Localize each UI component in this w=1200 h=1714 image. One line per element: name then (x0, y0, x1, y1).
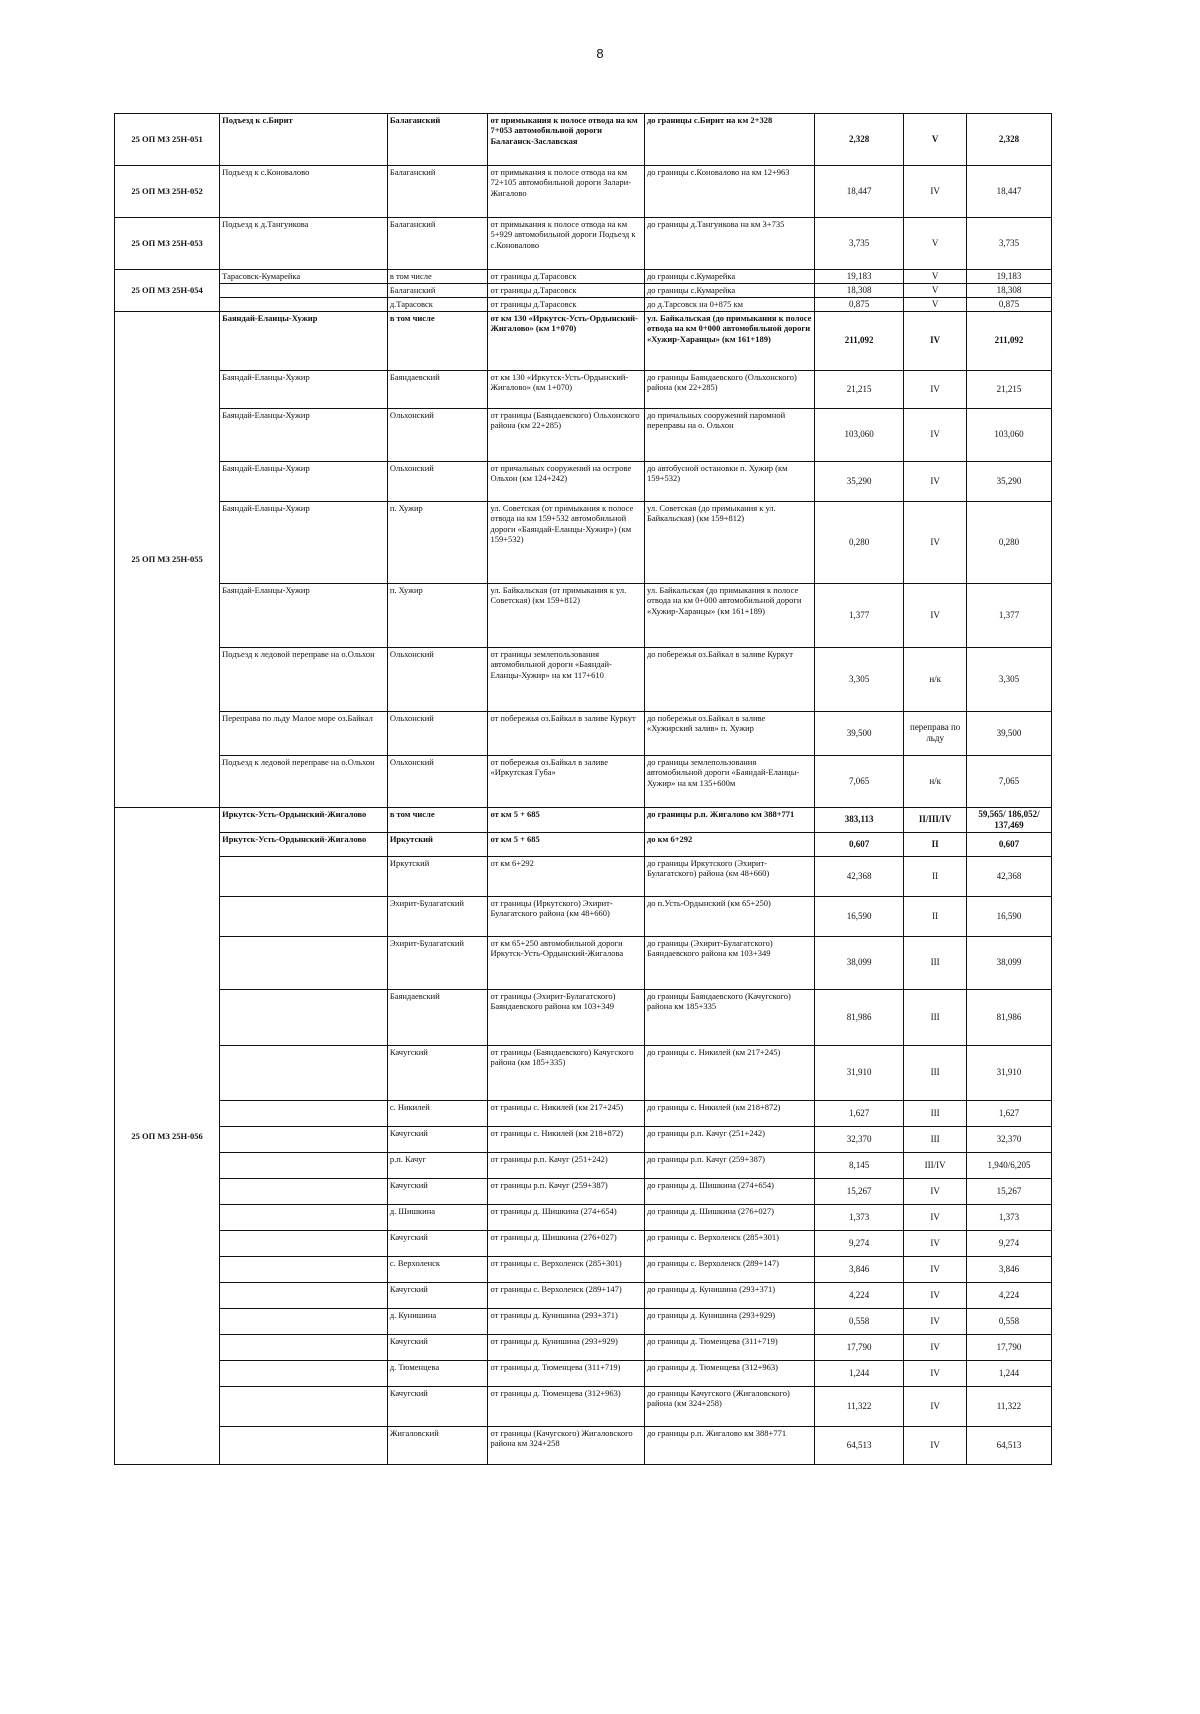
total-cell: 3,735 (966, 218, 1051, 270)
category-cell: IV (904, 501, 967, 583)
length-cell: 8,145 (814, 1152, 903, 1178)
total-cell: 81,986 (966, 989, 1051, 1045)
category-cell: III (904, 1126, 967, 1152)
category-cell: IV (904, 1230, 967, 1256)
to-cell: до границы Баяндаевского (Качугского) района км 185+335 (644, 989, 814, 1045)
district-cell: Качугский (387, 1045, 488, 1100)
table-row (115, 1426, 1052, 1464)
table-row (115, 166, 1052, 218)
district-cell: Иркутский (387, 856, 488, 896)
from-cell: от границы с. Верхоленск (285+301) (488, 1256, 645, 1282)
from-cell: от границы (Эхирит-Булагатского) Баяндаевского района км 103+349 (488, 989, 645, 1045)
road-name-cell (220, 1045, 388, 1100)
to-cell: до границы д.Тангуикова на км 3+735 (644, 218, 814, 270)
category-cell: III/IV (904, 1152, 967, 1178)
category-cell: III (904, 1045, 967, 1100)
to-cell: до границы д. Тюменцева (312+963) (644, 1360, 814, 1386)
table-row (115, 1230, 1052, 1256)
table-row (115, 755, 1052, 807)
from-cell: от км 6+292 (488, 856, 645, 896)
length-cell: 38,099 (814, 936, 903, 989)
district-cell: Качугский (387, 1334, 488, 1360)
from-cell: от границы д. Кунишина (293+929) (488, 1334, 645, 1360)
district-cell: Баяндаевский (387, 370, 488, 408)
district-cell: Балаганский (387, 218, 488, 270)
table-row (115, 1152, 1052, 1178)
table-row (115, 1386, 1052, 1426)
total-cell: 1,377 (966, 583, 1051, 647)
from-cell: от км 5 + 685 (488, 807, 645, 832)
from-cell: от границы (Баяндаевского) Ольхонского района (км 22+285) (488, 408, 645, 461)
road-code-cell: 25 ОП МЗ 25Н-056 (115, 807, 220, 1464)
table-row (115, 1256, 1052, 1282)
total-cell: 11,322 (966, 1386, 1051, 1426)
road-name-cell (220, 989, 388, 1045)
road-name-cell (220, 1334, 388, 1360)
length-cell: 383,113 (814, 807, 903, 832)
length-cell: 16,590 (814, 896, 903, 936)
table-row (115, 1282, 1052, 1308)
from-cell: от границы р.п. Качуг (251+242) (488, 1152, 645, 1178)
table-row (115, 1126, 1052, 1152)
total-cell: 2,328 (966, 114, 1051, 166)
from-cell: от примыкания к полосе отвода на км 72+105 автомобильной дороги Залари-Жигалово (488, 166, 645, 218)
to-cell: до границы с.Кумарейка (644, 270, 814, 284)
road-name-cell (220, 856, 388, 896)
district-cell: Ольхонский (387, 711, 488, 755)
category-cell: IV (904, 1178, 967, 1204)
category-cell: II (904, 896, 967, 936)
to-cell: ул. Байкальская (до примыкания к полосе отвода на км 0+000 автомобильной дороги «Хужир-Харанцы» (км 161+189) (644, 311, 814, 370)
district-cell: Ольхонский (387, 461, 488, 501)
road-name-cell: Баяндай-Еланцы-Хужир (220, 501, 388, 583)
from-cell: от границы д. Шишкина (276+027) (488, 1230, 645, 1256)
road-name-cell (220, 1204, 388, 1230)
from-cell: от границы д.Тарасовск (488, 283, 645, 297)
category-cell: III (904, 936, 967, 989)
length-cell: 3,305 (814, 647, 903, 711)
table-row (115, 807, 1052, 832)
table-row (115, 218, 1052, 270)
length-cell: 2,328 (814, 114, 903, 166)
from-cell: от границы р.п. Качуг (259+387) (488, 1178, 645, 1204)
length-cell: 9,274 (814, 1230, 903, 1256)
road-name-cell: Иркутск-Усть-Ордынский-Жигалово (220, 807, 388, 832)
category-cell: IV (904, 1282, 967, 1308)
to-cell: до границы р.п. Жигалово км 388+771 (644, 807, 814, 832)
district-cell: Качугский (387, 1178, 488, 1204)
total-cell: 9,274 (966, 1230, 1051, 1256)
district-cell: Качугский (387, 1282, 488, 1308)
district-cell: в том числе (387, 311, 488, 370)
road-name-cell: Баяндай-Еланцы-Хужир (220, 311, 388, 370)
table-row (115, 408, 1052, 461)
length-cell: 18,447 (814, 166, 903, 218)
category-cell: IV (904, 583, 967, 647)
to-cell: до автобусной остановки п. Хужир (км 159+532) (644, 461, 814, 501)
from-cell: от границы землепользования автомобильной дороги «Баяндай-Еланцы-Хужир» на км 117+610 (488, 647, 645, 711)
road-code-cell: 25 ОП МЗ 25Н-051 (115, 114, 220, 166)
district-cell: Эхирит-Булагатский (387, 936, 488, 989)
district-cell: Жигаловский (387, 1426, 488, 1464)
road-name-cell: Баяндай-Еланцы-Хужир (220, 370, 388, 408)
length-cell: 15,267 (814, 1178, 903, 1204)
road-name-cell (220, 1282, 388, 1308)
district-cell: с. Верхоленск (387, 1256, 488, 1282)
table-row (115, 270, 1052, 284)
category-cell: IV (904, 1308, 967, 1334)
total-cell: 211,092 (966, 311, 1051, 370)
road-code-cell: 25 ОП МЗ 25Н-052 (115, 166, 220, 218)
length-cell: 1,244 (814, 1360, 903, 1386)
table-row (115, 461, 1052, 501)
total-cell: 59,565/ 186,052/ 137,469 (966, 807, 1051, 832)
district-cell: Балаганский (387, 166, 488, 218)
total-cell: 1,373 (966, 1204, 1051, 1230)
category-cell: IV (904, 408, 967, 461)
to-cell: до границы с. Никилей (км 218+872) (644, 1100, 814, 1126)
to-cell: до границы р.п. Качуг (251+242) (644, 1126, 814, 1152)
district-cell: в том числе (387, 807, 488, 832)
district-cell: Балаганский (387, 283, 488, 297)
total-cell: 19,183 (966, 270, 1051, 284)
to-cell: до границы с.Коновалово на км 12+963 (644, 166, 814, 218)
from-cell: от границы д. Шишкина (274+654) (488, 1204, 645, 1230)
total-cell: 39,500 (966, 711, 1051, 755)
table-row (115, 1334, 1052, 1360)
total-cell: 35,290 (966, 461, 1051, 501)
total-cell: 32,370 (966, 1126, 1051, 1152)
road-name-cell: Подъезд к ледовой переправе на о.Ольхон (220, 647, 388, 711)
to-cell: до границы р.п. Жигалово км 388+771 (644, 1426, 814, 1464)
category-cell: IV (904, 1360, 967, 1386)
total-cell: 15,267 (966, 1178, 1051, 1204)
total-cell: 1,940/6,205 (966, 1152, 1051, 1178)
table-row (115, 896, 1052, 936)
from-cell: от км 5 + 685 (488, 832, 645, 856)
total-cell: 0,558 (966, 1308, 1051, 1334)
road-code-cell: 25 ОП МЗ 25Н-054 (115, 270, 220, 312)
to-cell: до км 6+292 (644, 832, 814, 856)
category-cell: IV (904, 370, 967, 408)
category-cell: н/к (904, 647, 967, 711)
category-cell: IV (904, 166, 967, 218)
length-cell: 21,215 (814, 370, 903, 408)
road-name-cell (220, 896, 388, 936)
total-cell: 0,607 (966, 832, 1051, 856)
to-cell: до границы с.Бирит на км 2+328 (644, 114, 814, 166)
road-name-cell: Баяндай-Еланцы-Хужир (220, 461, 388, 501)
from-cell: от границы д.Тарасовск (488, 270, 645, 284)
table-row (115, 114, 1052, 166)
length-cell: 81,986 (814, 989, 903, 1045)
table-row (115, 1204, 1052, 1230)
from-cell: от границы (Баяндаевского) Качугского района (км 185+335) (488, 1045, 645, 1100)
district-cell: д. Кунишина (387, 1308, 488, 1334)
total-cell: 38,099 (966, 936, 1051, 989)
district-cell: Качугский (387, 1126, 488, 1152)
to-cell: до д.Тарсовск на 0+875 км (644, 297, 814, 311)
district-cell: в том числе (387, 270, 488, 284)
from-cell: от границы с. Никилей (км 218+872) (488, 1126, 645, 1152)
length-cell: 32,370 (814, 1126, 903, 1152)
road-name-cell (220, 1386, 388, 1426)
length-cell: 3,735 (814, 218, 903, 270)
from-cell: от границы с. Никилей (км 217+245) (488, 1100, 645, 1126)
from-cell: от примыкания к полосе отвода на км 5+929 автомобильной дороги Подъезд к с.Коновалово (488, 218, 645, 270)
category-cell: V (904, 218, 967, 270)
road-name-cell (220, 1126, 388, 1152)
category-cell: V (904, 283, 967, 297)
to-cell: ул. Советская (до примыкания к ул. Байкальская) (км 159+812) (644, 501, 814, 583)
to-cell: до границы д. Кунишина (293+929) (644, 1308, 814, 1334)
length-cell: 0,607 (814, 832, 903, 856)
district-cell: с. Никилей (387, 1100, 488, 1126)
district-cell: Иркутский (387, 832, 488, 856)
district-cell: Ольхонский (387, 408, 488, 461)
road-name-cell (220, 1360, 388, 1386)
road-name-cell (220, 1256, 388, 1282)
length-cell: 11,322 (814, 1386, 903, 1426)
road-name-cell: Подъезд к д.Тангуикова (220, 218, 388, 270)
total-cell: 31,910 (966, 1045, 1051, 1100)
road-name-cell (220, 936, 388, 989)
total-cell: 64,513 (966, 1426, 1051, 1464)
category-cell: IV (904, 1386, 967, 1426)
length-cell: 17,790 (814, 1334, 903, 1360)
length-cell: 39,500 (814, 711, 903, 755)
length-cell: 19,183 (814, 270, 903, 284)
to-cell: до границы Баяндаевского (Ольхонского) района (км 22+285) (644, 370, 814, 408)
table-row (115, 1308, 1052, 1334)
length-cell: 7,065 (814, 755, 903, 807)
category-cell: IV (904, 1256, 967, 1282)
from-cell: от примыкания к полосе отвода на км 7+053 автомобильной дороги Балаганск-Заславская (488, 114, 645, 166)
total-cell: 18,447 (966, 166, 1051, 218)
category-cell: V (904, 114, 967, 166)
table-row (115, 311, 1052, 370)
total-cell: 17,790 (966, 1334, 1051, 1360)
total-cell: 4,224 (966, 1282, 1051, 1308)
from-cell: от побережья оз.Байкал в заливе «Иркутская Губа» (488, 755, 645, 807)
to-cell: до побережья оз.Байкал в заливе Куркут (644, 647, 814, 711)
category-cell: II (904, 832, 967, 856)
total-cell: 42,368 (966, 856, 1051, 896)
district-cell: Эхирит-Булагатский (387, 896, 488, 936)
category-cell: IV (904, 311, 967, 370)
road-name-cell (220, 1230, 388, 1256)
category-cell: II (904, 856, 967, 896)
total-cell: 18,308 (966, 283, 1051, 297)
from-cell: ул. Советская (от примыкания к полосе отвода на км 159+532 автомобильной дороги «Баяндай-Еланцы-Хужир») (км 159+532) (488, 501, 645, 583)
district-cell: Ольхонский (387, 647, 488, 711)
district-cell: Качугский (387, 1230, 488, 1256)
total-cell: 3,846 (966, 1256, 1051, 1282)
total-cell: 7,065 (966, 755, 1051, 807)
length-cell: 4,224 (814, 1282, 903, 1308)
category-cell: IV (904, 1334, 967, 1360)
roads-table (114, 113, 1052, 1465)
total-cell: 16,590 (966, 896, 1051, 936)
table-row (115, 832, 1052, 856)
length-cell: 0,280 (814, 501, 903, 583)
table-row (115, 1045, 1052, 1100)
page-number: 8 (596, 46, 604, 61)
total-cell: 1,627 (966, 1100, 1051, 1126)
road-name-cell (220, 1308, 388, 1334)
road-name-cell: Переправа по льду Малое море оз.Байкал (220, 711, 388, 755)
to-cell: до границы с. Никилей (км 217+245) (644, 1045, 814, 1100)
from-cell: от км 130 «Иркутск-Усть-Ордынский-Жигалово» (км 1+070) (488, 370, 645, 408)
from-cell: от границы д. Тюменцева (312+963) (488, 1386, 645, 1426)
to-cell: до причальных сооружений паромной переправы на о. Ольхон (644, 408, 814, 461)
category-cell: III (904, 1100, 967, 1126)
length-cell: 3,846 (814, 1256, 903, 1282)
length-cell: 1,377 (814, 583, 903, 647)
road-name-cell: Иркутск-Усть-Ордынский-Жигалово (220, 832, 388, 856)
from-cell: от км 65+250 автомобильной дороги Иркутск-Усть-Ордынский-Жигалова (488, 936, 645, 989)
table-row (115, 856, 1052, 896)
category-cell: IV (904, 1426, 967, 1464)
category-cell: III (904, 989, 967, 1045)
road-code-cell: 25 ОП МЗ 25Н-055 (115, 311, 220, 807)
total-cell: 103,060 (966, 408, 1051, 461)
to-cell: до границы с. Верхоленск (285+301) (644, 1230, 814, 1256)
table-row (115, 583, 1052, 647)
category-cell: II/III/IV (904, 807, 967, 832)
category-cell: н/к (904, 755, 967, 807)
from-cell: от границы д. Кунишина (293+371) (488, 1308, 645, 1334)
table-row (115, 283, 1052, 297)
table-row (115, 1360, 1052, 1386)
to-cell: до границы д. Шишкина (274+654) (644, 1178, 814, 1204)
total-cell: 0,280 (966, 501, 1051, 583)
road-name-cell: Баяндай-Еланцы-Хужир (220, 408, 388, 461)
total-cell: 3,305 (966, 647, 1051, 711)
total-cell: 21,215 (966, 370, 1051, 408)
length-cell: 0,558 (814, 1308, 903, 1334)
to-cell: до побережья оз.Байкал в заливе «Хужирский залив» п. Хужир (644, 711, 814, 755)
district-cell: р.п. Качуг (387, 1152, 488, 1178)
to-cell: до границы с.Кумарейка (644, 283, 814, 297)
total-cell: 0,875 (966, 297, 1051, 311)
to-cell: до границы (Эхирит-Булагатского) Баяндаевского района км 103+349 (644, 936, 814, 989)
to-cell: до границы д. Кунишина (293+371) (644, 1282, 814, 1308)
length-cell: 0,875 (814, 297, 903, 311)
district-cell: п. Хужир (387, 501, 488, 583)
district-cell: Баяндаевский (387, 989, 488, 1045)
from-cell: от границы (Качугского) Жигаловского района км 324+258 (488, 1426, 645, 1464)
to-cell: до границы землепользования автомобильной дороги «Баяндай-Еланцы-Хужир» на км 135+600м (644, 755, 814, 807)
from-cell: от границы д. Тюменцева (311+719) (488, 1360, 645, 1386)
road-name-cell: Тарасовск-Кумарейка (220, 270, 388, 284)
road-name-cell: Баяндай-Еланцы-Хужир (220, 583, 388, 647)
road-name-cell (220, 1426, 388, 1464)
from-cell: от границы д.Тарасовск (488, 297, 645, 311)
length-cell: 1,373 (814, 1204, 903, 1230)
to-cell: до границы р.п. Качуг (259+387) (644, 1152, 814, 1178)
district-cell: д. Шишкина (387, 1204, 488, 1230)
table-row (115, 297, 1052, 311)
length-cell: 1,627 (814, 1100, 903, 1126)
table-row (115, 711, 1052, 755)
category-cell: V (904, 297, 967, 311)
road-name-cell (220, 297, 388, 311)
from-cell: от границы с. Верхоленск (289+147) (488, 1282, 645, 1308)
length-cell: 31,910 (814, 1045, 903, 1100)
to-cell: ул. Байкальская (до примыкания к полосе отвода на км 0+000 автомобильной дороги «Хужир-Харанцы» (км 161+189) (644, 583, 814, 647)
district-cell: Качугский (387, 1386, 488, 1426)
length-cell: 211,092 (814, 311, 903, 370)
category-cell: IV (904, 1204, 967, 1230)
from-cell: от побережья оз.Байкал в заливе Куркут (488, 711, 645, 755)
road-name-cell: Подъезд к с.Коновалово (220, 166, 388, 218)
road-name-cell (220, 1100, 388, 1126)
length-cell: 103,060 (814, 408, 903, 461)
table-row (115, 370, 1052, 408)
district-cell: д. Тюменцева (387, 1360, 488, 1386)
table-row (115, 501, 1052, 583)
road-name-cell (220, 1178, 388, 1204)
to-cell: до границы с. Верхоленск (289+147) (644, 1256, 814, 1282)
category-cell: переправа по льду (904, 711, 967, 755)
length-cell: 35,290 (814, 461, 903, 501)
to-cell: до п.Усть-Ордынский (км 65+250) (644, 896, 814, 936)
road-name-cell: Подъезд к ледовой переправе на о.Ольхон (220, 755, 388, 807)
table-row (115, 1178, 1052, 1204)
to-cell: до границы Иркутского (Эхирит-Булагатского) района (км 48+660) (644, 856, 814, 896)
road-name-cell (220, 1152, 388, 1178)
district-cell: Ольхонский (387, 755, 488, 807)
table-row (115, 936, 1052, 989)
road-code-cell: 25 ОП МЗ 25Н-053 (115, 218, 220, 270)
table-row (115, 989, 1052, 1045)
road-name-cell (220, 283, 388, 297)
to-cell: до границы д. Шишкина (276+027) (644, 1204, 814, 1230)
from-cell: от границы (Иркутского) Эхирит-Булагатского района (км 48+660) (488, 896, 645, 936)
table-row (115, 1100, 1052, 1126)
total-cell: 1,244 (966, 1360, 1051, 1386)
district-cell: Балаганский (387, 114, 488, 166)
district-cell: д.Тарасовск (387, 297, 488, 311)
from-cell: от причальных сооружений на острове Ольхон (км 124+242) (488, 461, 645, 501)
to-cell: до границы д. Тюменцева (311+719) (644, 1334, 814, 1360)
from-cell: от км 130 «Иркутск-Усть-Ордынский-Жигалово» (км 1+070) (488, 311, 645, 370)
length-cell: 18,308 (814, 283, 903, 297)
from-cell: ул. Байкальская (от примыкания к ул. Советская) (км 159+812) (488, 583, 645, 647)
category-cell: V (904, 270, 967, 284)
to-cell: до границы Качугского (Жигаловского) района (км 324+258) (644, 1386, 814, 1426)
length-cell: 64,513 (814, 1426, 903, 1464)
category-cell: IV (904, 461, 967, 501)
table-row (115, 647, 1052, 711)
district-cell: п. Хужир (387, 583, 488, 647)
road-name-cell: Подъезд к с.Бирит (220, 114, 388, 166)
length-cell: 42,368 (814, 856, 903, 896)
